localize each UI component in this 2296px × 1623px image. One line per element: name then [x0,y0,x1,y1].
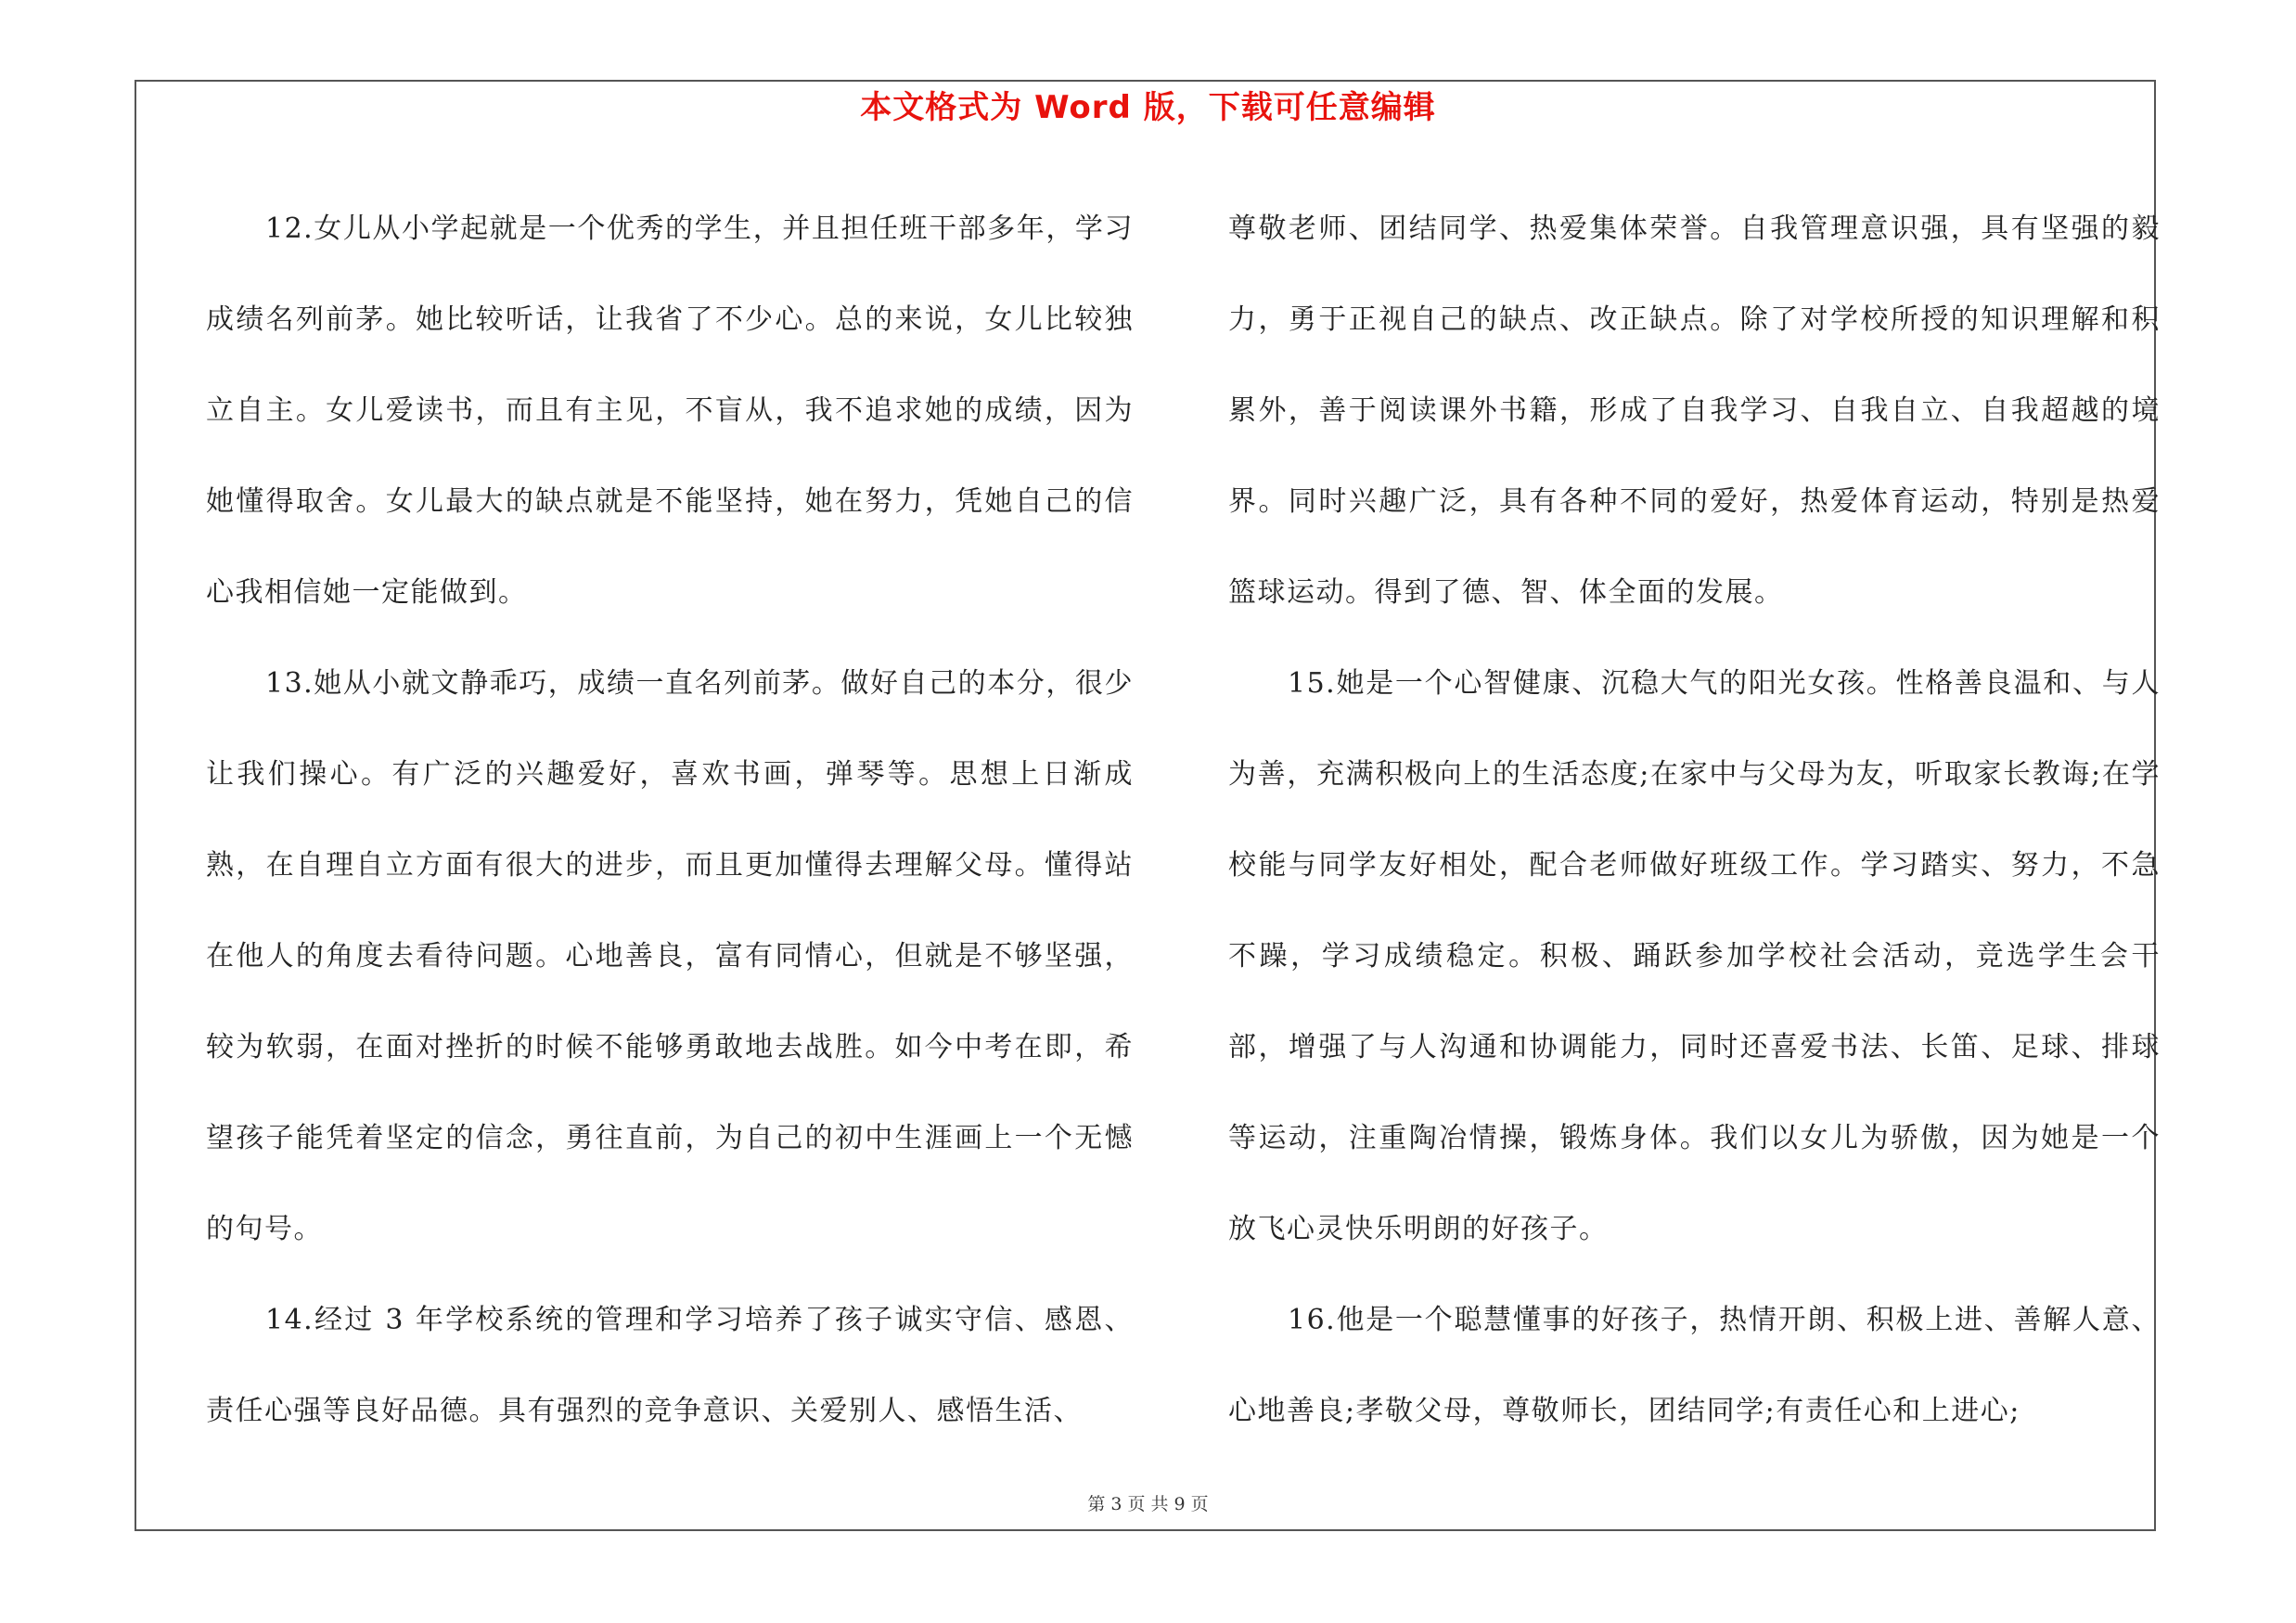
paragraph-14-continuation: 尊敬老师、团结同学、热爱集体荣誉。自我管理意识强，具有坚强的毅力，勇于正视自己的缺点、改正缺点。除了对学校所授的知识理解和积累外，善于阅读课外书籍，形成了自我学习、自我自立、自我超越的境界。同时兴趣广泛，具有各种不同的爱好，热爱体育运动，特别是热爱篮球运动。得到了德、智、体全面的发展。 [1228,213,2161,609]
page-number-footer: 第 3 页 共 9 页 [1087,1494,1209,1514]
word-format-banner: 本文格式为 Word 版，下载可任意编辑 [860,89,1436,126]
left-column [206,184,1134,1457]
paragraph-15: 15.她是一个心智健康、沉稳大气的阳光女孩。性格善良温和、与人为善，充满积极向上的生活态度;在家中与父母为友，听取家长教诲;在学校能与同学友好相处，配合老师做好班级工作。学习踏实、努力，不急不躁，学习成绩稳定。积极、踊跃参加学校社会活动，竞选学生会干部，增强了与人沟通和协调能力，同时还喜爱书法、长笛、足球、排球等运动，注重陶冶情操，锻炼身体。我们以女儿为骄傲，因为她是一个放飞心灵快乐明朗的好孩子。 [1228,667,2161,1245]
paragraph-14: 14.经过 3 年学校系统的管理和学习培养了孩子诚实守信、感恩、责任心强等良好品德。具有强烈的竞争意识、关爱别人、感悟生活、 [206,1304,1134,1427]
paragraph-12: 12.女儿从小学起就是一个优秀的学生，并且担任班干部多年，学习成绩名列前茅。她比较听话，让我省了不少心。总的来说，女儿比较独立自主。女儿爱读书，而且有主见，不盲从，我不追求她的成绩，因为她懂得取舍。女儿最大的缺点就是不能坚持，她在努力，凭她自己的信心我相信她一定能做到。 [206,213,1134,609]
paragraph-16: 16.他是一个聪慧懂事的好孩子，热情开朗、积极上进、善解人意、心地善良;孝敬父母，尊敬师长，团结同学;有责任心和上进心; [1228,1304,2161,1427]
paragraph-13: 13.她从小就文静乖巧，成绩一直名列前茅。做好自己的本分，很少让我们操心。有广泛的兴趣爱好，喜欢书画，弹琴等。思想上日渐成熟，在自理自立方面有很大的进步，而且更加懂得去理解父母。懂得站在他人的角度去看待问题。心地善良，富有同情心，但就是不够坚强，较为软弱，在面对挫折的时候不能够勇敢地去战胜。如今中考在即，希望孩子能凭着坚定的信念，勇往直前，为自己的初中生涯画上一个无憾的句号。 [206,667,1134,1245]
right-column [1228,184,2161,1457]
